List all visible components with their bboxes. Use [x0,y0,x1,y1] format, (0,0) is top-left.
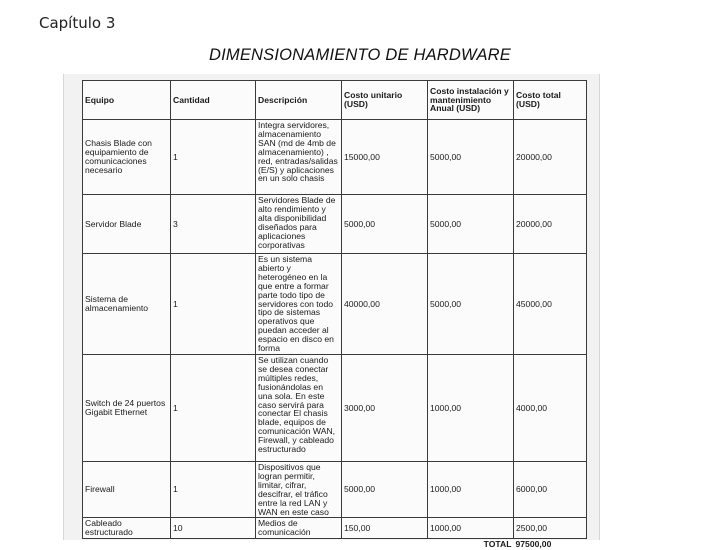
cell-cantidad: 1 [171,254,256,355]
cell-costo-instalacion: 5000,00 [428,120,514,195]
header-equipo: Equipo [83,81,171,120]
table-row [83,120,587,195]
cell-costo-unitario: 5000,00 [342,461,428,517]
total-row [83,539,587,550]
cell-cantidad: 1 [171,354,256,461]
chapter-label: Capítulo 3 [39,14,116,32]
header-costo-total: Costo total (USD) [514,81,587,120]
cell-costo-total: 4000,00 [514,354,587,461]
cell-equipo: Sistema de almacenamiento [83,254,171,355]
cell-costo-instalacion: 5000,00 [428,254,514,355]
cell-descripcion: Dispositivos que logran permitir, limitar, cifrar, descifrar, el tráfico entre la red LAN y WAN en este caso [256,461,342,517]
cell-costo-unitario: 40000,00 [342,254,428,355]
cell-equipo: Servidor Blade [83,195,171,254]
table-row [83,518,587,539]
page-title: DIMENSIONAMIENTO DE HARDWARE [208,46,512,64]
cell-costo-total: 45000,00 [514,254,587,355]
cell-costo-unitario: 150,00 [342,518,428,539]
cell-costo-unitario: 5000,00 [342,195,428,254]
cell-costo-total: 6000,00 [514,461,587,517]
cell-costo-total: 20000,00 [514,120,587,195]
cell-costo-instalacion: 1000,00 [428,354,514,461]
cell-costo-total: 20000,00 [514,195,587,254]
cell-descripcion: Es un sistema abierto y heterogéneo en la que entre a formar parte todo tipo de servidores con todo tipo de sistemas operativos que puedan acceder al espacio en disco en forma [256,254,342,355]
cell-equipo: Switch de 24 puertos Gigabit Ethernet [83,354,171,461]
total-value: 97500,00 [515,539,552,550]
table-row [83,195,587,254]
cell-costo-instalacion: 1000,00 [428,461,514,517]
table-header-row [83,81,587,120]
header-costo-unitario: Costo unitario (USD) [342,81,428,120]
hardware-cost-table [82,80,587,550]
header-costo-instalacion: Costo instalación y mantenimiento Anual (USD) [428,81,514,120]
cell-descripcion: Medios de comunicación [256,518,342,539]
cell-costo-total: 2500,00 [514,518,587,539]
table-row [83,254,587,355]
scanned-table-sheet [63,74,600,550]
cell-costo-instalacion: 1000,00 [428,518,514,539]
cell-descripcion: Se utilizan cuando se desea conectar múltiples redes, fusionándolas en una sola. En este caso servirá para conectar El chasis blade, equipos de comunicación WAN, Firewall, y cableado estructurado [256,354,342,461]
header-descripcion: Descripción [256,81,342,120]
cell-costo-instalacion: 5000,00 [428,195,514,254]
cell-costo-unitario: 15000,00 [342,120,428,195]
cell-descripcion: Servidores Blade de alto rendimiento y alta disponibilidad diseñados para aplicaciones corporativas [256,195,342,254]
cell-cantidad: 1 [171,461,256,517]
cell-costo-unitario: 3000,00 [342,354,428,461]
table-row [83,461,587,517]
cell-cantidad: 10 [171,518,256,539]
cell-equipo: Cableado estructurado [83,518,171,539]
cell-cantidad: 1 [171,120,256,195]
header-cantidad: Cantidad [171,81,256,120]
cell-descripcion: Integra servidores, almacenamiento SAN (md de 4mb de almacenamiento) , red, entradas/salidas (E/S) y aplicaciones en un solo chasis [256,120,342,195]
total-label: TOTAL [483,539,512,550]
cell-equipo: Firewall [83,461,171,517]
cell-cantidad: 3 [171,195,256,254]
table-row [83,354,587,461]
cell-equipo: Chasis Blade con equipamiento de comunicaciones necesario [83,120,171,195]
